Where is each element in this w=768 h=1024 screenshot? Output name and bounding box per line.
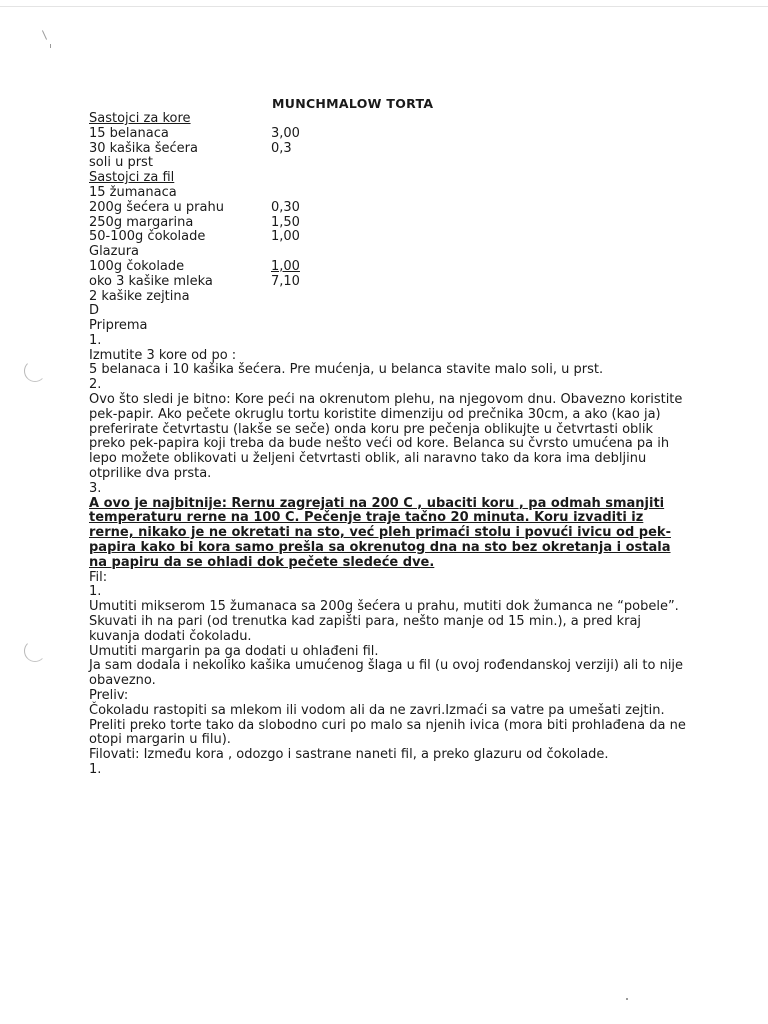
ingredient-name: 15 žumanaca xyxy=(89,184,177,200)
text-paragraph: Fil: xyxy=(89,569,108,585)
ingredient-name: 15 belanaca xyxy=(89,125,169,141)
text-paragraph: 1. xyxy=(89,761,102,777)
scan-edge-line xyxy=(0,6,768,7)
text-paragraph: Izmutite 3 kore od po : xyxy=(89,347,237,363)
ingredient-row xyxy=(89,156,349,171)
text-paragraph: Umutiti mikserom 15 žumanaca sa 200g šećera u prahu, mutiti dok žumanca ne “pobele”. Skuvati ih na pari (od trenutka kad zapišti para, nešto manje od 15 min.), a pred kraj kuvanja dodati čokoladu. xyxy=(89,599,679,644)
ingredient-price: 1,00 xyxy=(271,258,300,274)
text-paragraph: 3. xyxy=(89,480,102,496)
ingredient-name: 100g čokolade xyxy=(89,258,185,274)
ingredient-row xyxy=(89,304,349,319)
ingredient-price: 3,00 xyxy=(271,125,300,141)
ingredient-name: 50-100g čokolade xyxy=(89,229,206,245)
punch-hole-mark xyxy=(24,640,46,662)
ingredient-price: 0,3 xyxy=(271,140,292,156)
ingredient-price: 7,10 xyxy=(271,273,300,289)
ingredient-price: 1,50 xyxy=(271,214,300,230)
ingredient-row xyxy=(89,275,349,290)
ingredient-name: soli u prst xyxy=(89,155,153,171)
punch-hole-mark xyxy=(24,360,46,382)
ingredient-row xyxy=(89,201,349,216)
ingredient-row xyxy=(89,245,349,260)
text-paragraph: 5 belanaca i 10 kašika šećera. Pre mućenja, u belanca stavite malo soli, u prst. xyxy=(89,362,604,378)
ingredient-name: oko 3 kašike mleka xyxy=(89,273,213,289)
ingredient-price: 1,00 xyxy=(271,229,300,245)
ingredient-row xyxy=(89,186,349,201)
text-paragraph: Preliv: xyxy=(89,687,129,703)
ingredient-row xyxy=(89,260,349,275)
important-paragraph: A ovo je najbitnije: Rernu zagrejati na 200 C , ubaciti koru , pa odmah smanjiti temperaturu rerne na 100 C. Pečenje traje tačno 20 minuta. Koru izvaditi iz rerne, nikako je ne okretati na sto, već pleh primaći stolu i povući ivicu od pek-papira kako bi kora samo prešla sa okrenutog dna na sto bez okretanja i ostala na papiru da se ohladi dok pečete sledeće dve. xyxy=(89,495,671,570)
scan-speck xyxy=(50,44,51,48)
scan-speck xyxy=(626,998,628,1000)
ingredient-list xyxy=(89,112,349,319)
text-paragraph: 1. xyxy=(89,332,102,348)
ingredient-name: Sastojci za kore xyxy=(89,111,191,126)
ingredient-name: 250g margarina xyxy=(89,214,194,230)
text-paragraph: Priprema xyxy=(89,318,148,333)
text-paragraph: Ja sam dodala i nekoliko kašika umućenog šlaga u fil (u ovoj rođendanskoj verziji) ali to nije obavezno. xyxy=(89,658,684,689)
ingredient-row xyxy=(89,142,349,157)
ingredient-row xyxy=(89,171,349,186)
ingredient-row xyxy=(89,127,349,142)
ingredient-name: 200g šećera u prahu xyxy=(89,199,224,215)
ingredient-row xyxy=(89,112,349,127)
ingredient-name: D xyxy=(89,303,100,319)
ingredient-name: Sastojci za fil xyxy=(89,170,175,186)
ingredient-name: 2 kašike zejtina xyxy=(89,288,190,304)
text-paragraph: 2. xyxy=(89,377,102,393)
ingredient-row xyxy=(89,230,349,245)
ingredient-price: 0,30 xyxy=(271,199,300,215)
text-paragraph: Filovati: Između kora , odozgo i sastrane naneti fil, a preko glazuru od čokolade. xyxy=(89,747,609,763)
scan-speck xyxy=(42,30,47,39)
text-paragraph: 1. xyxy=(89,584,102,600)
ingredient-name: Glazura xyxy=(89,244,140,260)
ingredient-row xyxy=(89,216,349,231)
text-paragraph: Ovo što sledi je bitno: Kore peći na okrenutom plehu, na njegovom dnu. Obavezno koristite pek-papir. Ako pečete okruglu tortu koristite dimenziju od prečnika 30cm, a ako (kao ja) preferirate četvrtastu (lakše se seče) onda koru pre pečenja oblikujte u četvrtasti oblik preko pek-papira koji treba da bude nešto veći od kore. Belanca su čvrsto umućena pa ih lepo možete oblikovati u željeni četvrtasti oblik, ali naravno tako da kora ima debljinu otprilike dva prsta. xyxy=(89,391,683,481)
text-paragraph: Čokoladu rastopiti sa mlekom ili vodom ali da ne zavri.Izmaći sa vatre pa umešati zejtin. Preliti preko torte tako da slobodno curi po malo sa njenih ivica (mora biti prohlađena da ne otopi margarin u filu). xyxy=(89,702,686,748)
ingredient-row xyxy=(89,290,349,305)
ingredient-name: 30 kašika šećera xyxy=(89,140,198,156)
preparation-text xyxy=(89,319,689,778)
recipe-title: MUNCHMALOW TORTA xyxy=(272,96,434,111)
text-paragraph: Umutiti margarin pa ga dodati u ohlađeni fil. xyxy=(89,643,379,659)
